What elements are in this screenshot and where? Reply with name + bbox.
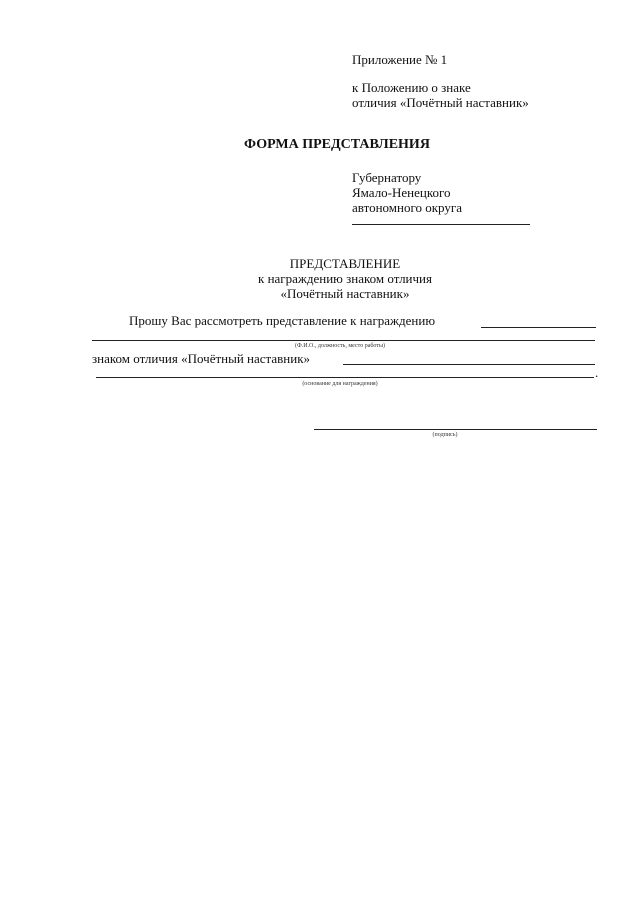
form-title: ФОРМА ПРЕДСТАВЛЕНИЯ <box>244 137 430 152</box>
award-blank-line[interactable] <box>343 364 595 365</box>
basis-blank-line[interactable] <box>96 377 594 378</box>
appendix-ref-line2: отличия «Почётный наставник» <box>352 95 529 110</box>
award-text: знаком отличия «Почётный наставник» <box>92 351 311 366</box>
nominee-blank-inline[interactable] <box>481 327 596 328</box>
fio-blank-line[interactable] <box>92 340 595 341</box>
addressee-line1: Губернатору <box>352 170 422 185</box>
addressee-line2: Ямало-Ненецкого <box>352 185 451 200</box>
request-text: Прошу Вас рассмотреть представление к награждению <box>129 313 436 328</box>
doc-title-line1: ПРЕДСТАВЛЕНИЕ <box>289 256 401 271</box>
doc-title-line2: к награждению знаком отличия <box>258 271 432 286</box>
signature-caption: (подпись) <box>432 432 458 438</box>
appendix-ref-line1: к Положению о знаке <box>352 80 471 95</box>
addressee-line3: автономного округа <box>352 200 462 215</box>
signature-blank-line[interactable] <box>314 429 597 430</box>
doc-title-line3: «Почётный наставник» <box>280 286 410 301</box>
addressee-blank-line[interactable] <box>352 224 530 225</box>
basis-caption: (основание для награждения) <box>302 381 378 387</box>
end-mark: . <box>595 365 599 380</box>
appendix-number: Приложение № 1 <box>352 52 448 67</box>
fio-caption: (Ф.И.О., должность, место работы) <box>294 343 385 349</box>
